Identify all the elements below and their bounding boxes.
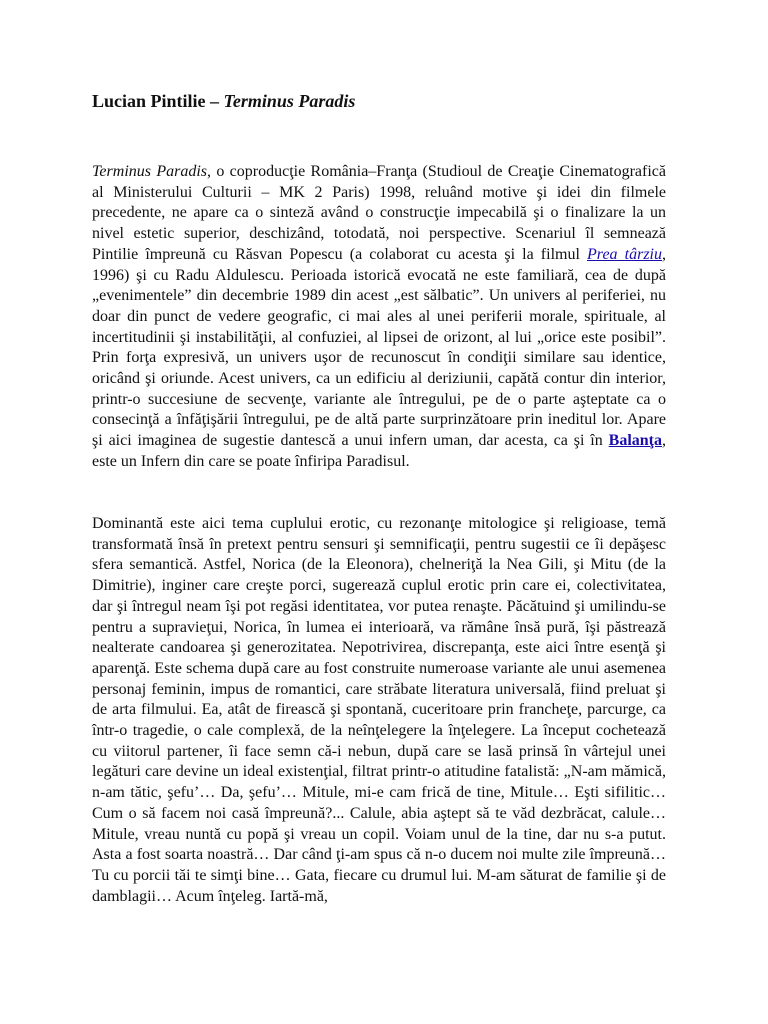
paragraph-1-lead: Terminus Paradis	[92, 163, 207, 180]
document-title	[92, 90, 355, 112]
paragraph-1-text-b: , 1996) şi cu Radu Aldulescu. Perioada istorică evocată ne este familiară, cea de după „evenimentele” din decembrie 1989 din acest „est sălbatic”. Un univers al periferiei, nu doar din punct de vedere geografic, ci mai ales al unei periferii morale, spirituale, al incertitudinii şi instabilităţii, al confuziei, al lipsei de orizont, al lui „orice este posibil”. Prin forţa expresivă, un univers uşor de recunoscut în condiţii similare sau identice, oricând şi oriunde. Acest univers, ca un edificiu al deriziunii, capătă contur din interior, printr-o succesiune de secvenţe, variante ale întregului, pe de o parte aşteptate ca o consecinţă a înfăţişării întregului, pe de altă parte surprinzătoare prin ineditul lor. Apare şi aici imaginea de sugestie dantescă a unui infern uman, dar acesta, ca şi în	[92, 245, 666, 450]
title-author: Lucian Pintilie	[92, 91, 206, 111]
paragraph-1	[92, 162, 666, 473]
title-work: Terminus Paradis	[223, 91, 356, 111]
link-prea-tarziu[interactable]: Prea târziu	[587, 245, 662, 263]
link-balanta[interactable]: Balanţa	[608, 432, 662, 450]
title-separator: –	[205, 91, 224, 111]
paragraph-1-text-c: , este un Infern din care se poate înfiripa Paradisul.	[92, 432, 666, 470]
paragraph-1-text-a: , o coproducţie România–Franţa (Studioul de Creaţie Cinematografică al Ministerului Culturii – MK 2 Paris) 1998, reluând motive şi idei din filmele precedente, ne apare ca o sinteză având o construcţie impecabilă şi o finalizare la un nivel estetic superior, deschizând, totodată, noi perspective. Scenariul îl semnează Pintilie împreună cu Răsvan Popescu (a colaborat cu acesta şi la filmul	[92, 163, 667, 263]
paragraph-2: Dominantă este aici tema cuplului erotic, cu rezonanţe mitologice şi religioase, temă transformată însă în pretext pentru sensuri şi semnificaţii, pentru sugestii ce îi depăşesc sfera semantică. Astfel, Norica (de la Eleonora), chelneriţă la Nea Gili, şi Mitu (de la Dimitrie), inginer care creşte porci, sugerează cuplul erotic prin care ei, colectivitatea, dar şi întregul neam îşi pot regăsi identitatea, vor putea renaşte. Păcătuind şi umilindu-se pentru a supravieţui, Norica, în lumea ei interioară, va rămâne însă pură, îşi păstrează nealterate candoarea şi generozitatea. Nepotrivirea, discrepanţa, este aici între esenţă şi aparenţă. Este schema după care au fost construite numeroase variante ale unui asemenea personaj feminin, impus de romantici, care străbate literatura universală, fiind preluat şi de arta filmului. Ea, atât de firească şi spontană, cuceritoare prin francheţe, parcurge, ca într-o tragedie, o cale complexă, de la neînţelegere la înţelegere. La început cochetează cu viitorul partener, îi face semn că-i nebun, după care se lasă prinsă în vârtejul unei legături care devine un ideal existenţial, filtrat printr-o atitudine fatalistă: „N-am mămică, n-am tătic, şefu’… Da, şefu’… Mitule, mi-e cam frică de tine, Mitule… Eşti sifilitic… Cum o să facem noi casă împreună?... Calule, abia aştept să te văd dezbrăcat, calule… Mitule, vreau nuntă cu popă şi vreau un copil. Voiam unul de la tine, dar nu s-a putut. Asta a fost soarta noastră… Dar când ţi-am spus că n-o ducem noi multe zile împreună…Tu cu porcii tăi te simţi bine… Gata, fiecare cu drumul lui. M-am săturat de familie şi de damblagii… Acum înţeleg. Iartă-mă,	[92, 515, 666, 905]
